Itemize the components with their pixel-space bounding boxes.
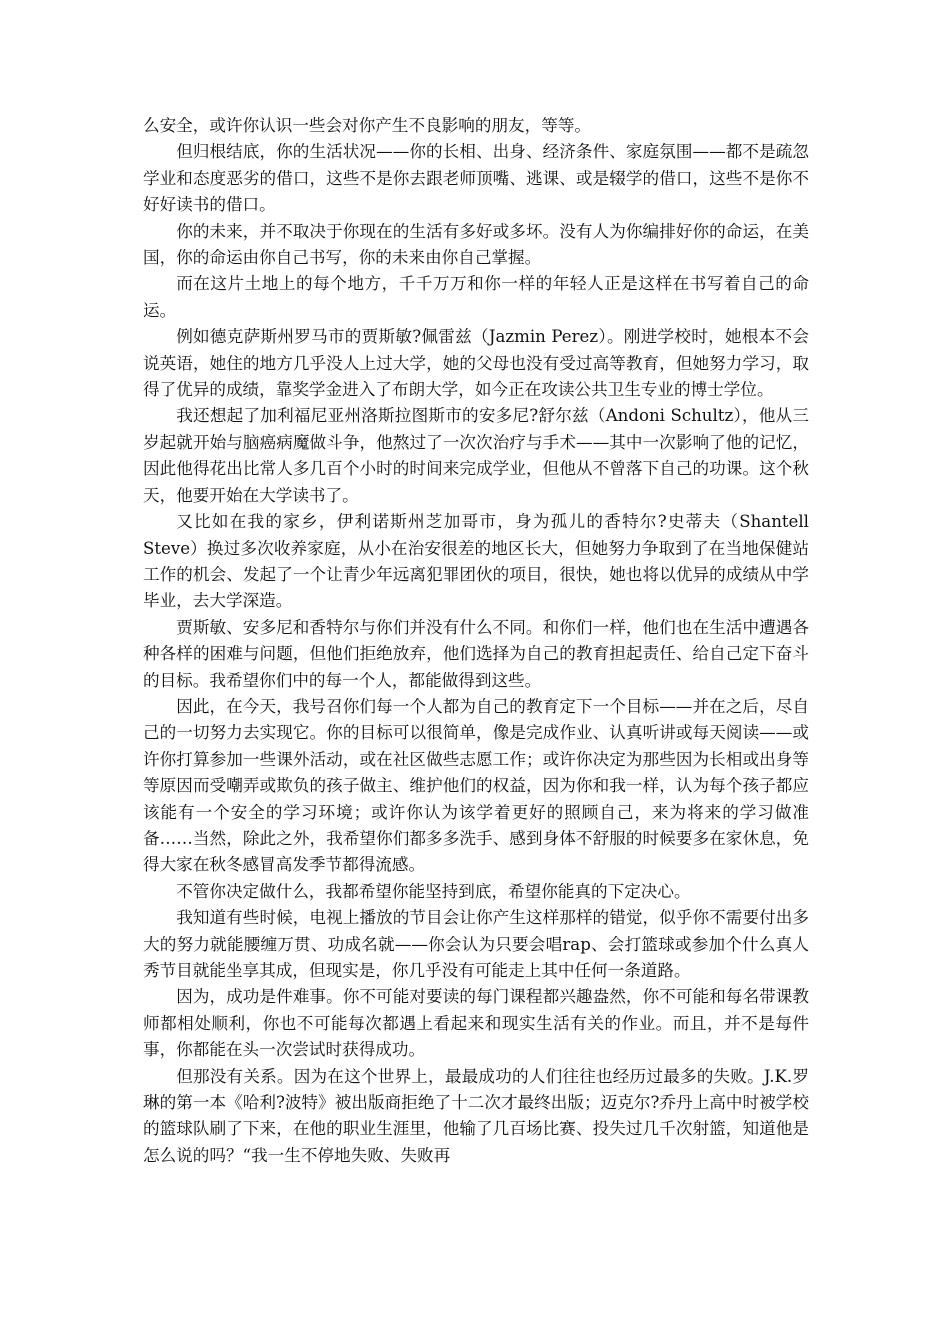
paragraph: 你的未来，并不取决于你现在的生活有多好或多坏。没有人为你编排好你的命运，在美国，你的命运由你自己书写，你的未来由你自己掌握。 [143,221,809,268]
paragraph: 我还想起了加利福尼亚州洛斯拉图斯市的安多尼?舒尔兹（Andoni Schultz），他从三岁起就开始与脑癌病魔做斗争，他熬过了一次次治疗与手术——其中一次影响了他的记忆，因此他得花出比常人多几百个小时的时间来完成学业，但他从不曾落下自己的功课。这个秋天，他要开始在大学读书了。 [143,406,809,505]
paragraph: 例如德克萨斯州罗马市的贾斯敏?佩雷兹（Jazmin Perez）。刚进学校时，她根本不会说英语，她住的地方几乎没人上过大学，她的父母也没有受过高等教育，但她努力学习，取得了优异的成绩，靠奖学金进入了布朗大学，如今正在攻读公共卫生专业的博士学位。 [143,327,809,400]
paragraph: 不管你决定做什么，我都希望你能坚持到底，希望你能真的下定决心。 [176,881,691,901]
paragraph: 因为，成功是件难事。你不可能对要读的每门课程都兴趣盎然，你不可能和每名带课教师都相处顺利，你也不可能每次都遇上看起来和现实生活有关的作业。而且，并不是每件事，你都能在头一次尝试时获得成功。 [143,987,809,1060]
paragraph: 么安全，或许你认识一些会对你产生不良影响的朋友，等等。 [143,116,592,135]
document-body [143,113,809,1169]
paragraph: 贾斯敏、安多尼和香特尔与你们并没有什么不同。和你们一样，他们也在生活中遭遇各种各样的困难与问题，但他们拒绝放弃，他们选择为自己的教育担起责任、给自己定下奋斗的目标。我希望你们中的每一个人，都能做得到这些。 [143,617,809,690]
paragraph: 又比如在我的家乡，伊利诺斯州芝加哥市，身为孤儿的香特尔?史蒂夫（Shantell Steve）换过多次收养家庭，从小在治安很差的地区长大，但她努力争取到了在当地保健站工作的机会、发起了一个让青少年远离犯罪团伙的项目，很快，她也将以优异的成绩从中学毕业，去大学深造。 [143,512,809,611]
paragraph: 而在这片土地上的每个地方，千千万万和你一样的年轻人正是这样在书写着自己的命运。 [143,274,809,320]
paragraph: 但那没有关系。因为在这个世界上，最最成功的人们往往也经历过最多的失败。J.K.罗琳的第一本《哈利?波特》被出版商拒绝了十二次才最终出版；迈克尔?乔丹上高中时被学校的篮球队刷了下来，在他的职业生涯里，他输了几百场比赛、投失过几千次射篮，知道他是怎么说的吗？“我一生不停地失败、失败再 [143,1066,809,1165]
paragraph: 因此，在今天，我号召你们每一个人都为自己的教育定下一个目标——并在之后，尽自己的一切努力去实现它。你的目标可以很简单，像是完成作业、认真听讲或每天阅读——或许你打算参加一些课外活动，或在社区做些志愿工作；或许你决定为那些因为长相或出身等等原因而受嘲弄或欺负的孩子做主、维护他们的权益，因为你和我一样，认为每个孩子都应该能有一个安全的学习环境；或许你认为该学着更好的照顾自己，来为将来的学习做准备……当然，除此之外，我希望你们都多多洗手、感到身体不舒服的时候要多在家休息，免得大家在秋冬感冒高发季节都得流感。 [143,696,809,875]
paragraph: 但归根结底，你的生活状况——你的长相、出身、经济条件、家庭氛围——都不是疏忽学业和态度恶劣的借口，这些不是你去跟老师顶嘴、逃课、或是辍学的借口，这些不是你不好好读书的借口。 [143,142,809,215]
paragraph: 我知道有些时候，电视上播放的节目会让你产生这样那样的错觉，似乎你不需要付出多大的努力就能腰缠万贯、功成名就——你会认为只要会唱rap、会打篮球或参加个什么真人秀节目就能坐享其成，但现实是，你几乎没有可能走上其中任何一条道路。 [143,908,809,980]
